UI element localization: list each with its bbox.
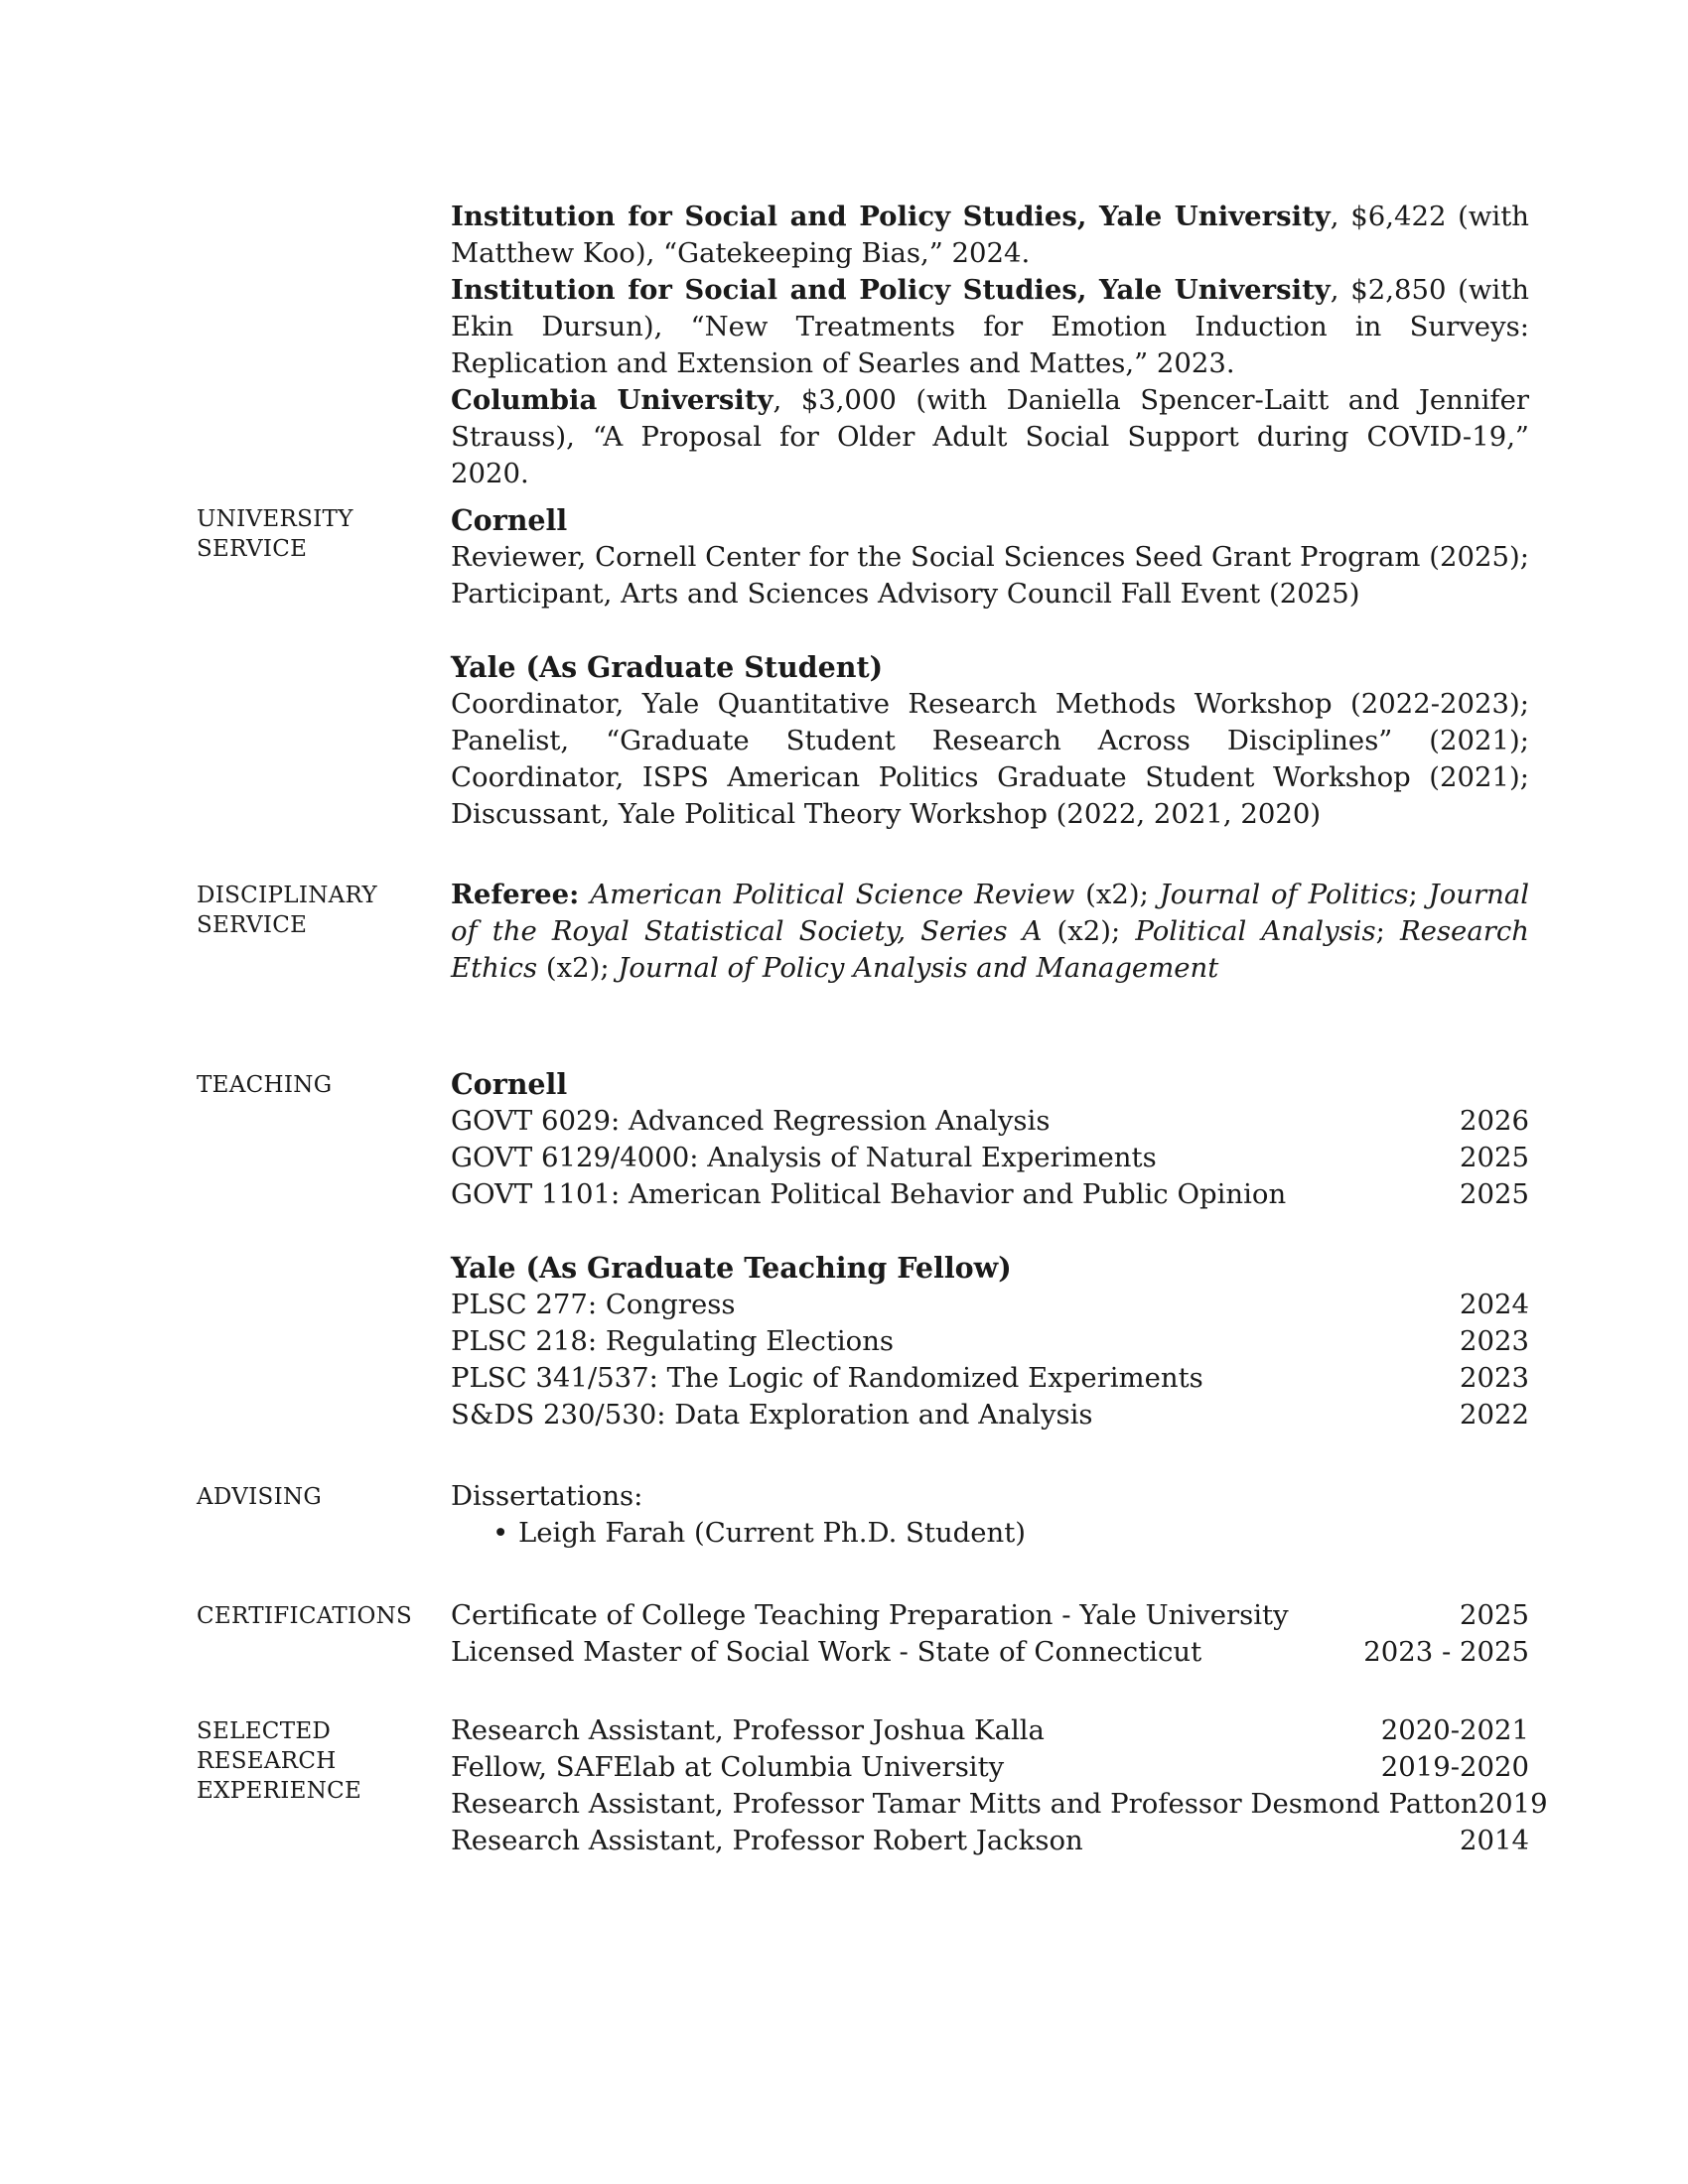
course-name: PLSC 341/537: The Logic of Randomized Experiments (451, 1362, 1203, 1394)
experience-name: Research Assistant, Professor Robert Jackson (451, 1825, 1083, 1856)
separator: ; (1375, 915, 1400, 947)
section-label-certifications (197, 1601, 440, 1631)
grant-item (451, 382, 1529, 492)
course-row (451, 1397, 1529, 1433)
subheading-yale: Yale (As Graduate Student) (451, 650, 884, 684)
course-name: GOVT 6029: Advanced Regression Analysis (451, 1105, 1051, 1137)
course-name: S&DS 230/530: Data Exploration and Analysis (451, 1399, 1093, 1431)
grant-org: Institution for Social and Policy Studies, Yale University (451, 274, 1331, 306)
course-year: 2026 (1460, 1105, 1529, 1137)
section-label-teaching (197, 1070, 440, 1100)
subheading-cornell: Cornell (451, 503, 568, 537)
certification-row (451, 1597, 1529, 1634)
certification-year: 2023 - 2025 (1363, 1636, 1529, 1668)
teaching-section (451, 1066, 1529, 1433)
referee-label: Referee: (451, 879, 580, 910)
label-line: EXPERIENCE (197, 1778, 362, 1804)
label-line: CERTIFICATIONS (197, 1603, 413, 1629)
journal-count: (x2); (1074, 879, 1160, 910)
label-line: SERVICE (197, 536, 308, 562)
label-line: DISCIPLINARY (197, 883, 377, 908)
course-row (451, 1176, 1529, 1213)
separator: ; (1408, 879, 1429, 910)
journal-count: (x2); (537, 952, 619, 984)
course-row (451, 1140, 1529, 1176)
course-year: 2022 (1460, 1399, 1529, 1431)
advising-section (451, 1478, 1529, 1552)
journal-count: (x2); (1042, 915, 1136, 947)
course-row (451, 1360, 1529, 1397)
experience-row (451, 1823, 1529, 1859)
label-line: TEACHING (197, 1072, 333, 1098)
subheading-cornell: Cornell (451, 1067, 568, 1101)
section-label-university-service (197, 504, 440, 564)
course-row (451, 1287, 1529, 1323)
course-year: 2023 (1460, 1362, 1529, 1394)
yale-service-text: Coordinator, Yale Quantitative Research Methods Workshop (2022-2023); Panelist, “Graduate Student Research Across Disciplines” (2021); Coordinator, ISPS American Politics Graduate Student Workshop (2021); Discussant, Yale Political Theory Workshop (2022, 2021, 2020) (451, 688, 1529, 830)
journal-name: Journal of Politics (1159, 879, 1409, 910)
grant-details: , $3,000 (with Daniella Spencer-Laitt and Jennifer Strauss), “A Proposal for Older Adult Social Support during COVID-19,” 2020. (451, 384, 1529, 489)
certification-name: Licensed Master of Social Work - State of Connecticut (451, 1636, 1202, 1668)
grant-org: Institution for Social and Policy Studies, Yale University (451, 201, 1331, 232)
course-name: GOVT 1101: American Political Behavior and Public Opinion (451, 1178, 1287, 1210)
bullet-icon: • (492, 1517, 509, 1549)
section-label-disciplinary-service (197, 881, 440, 940)
course-year: 2025 (1460, 1178, 1529, 1210)
experience-row (451, 1712, 1529, 1749)
university-service-section (451, 502, 1529, 833)
label-line: SELECTED (197, 1718, 332, 1744)
experience-row (451, 1786, 1548, 1823)
experience-name: Research Assistant, Professor Tamar Mitts and Professor Desmond Patton (451, 1788, 1478, 1820)
label-line: RESEARCH (197, 1748, 337, 1774)
journal-name: Political Analysis (1135, 915, 1376, 947)
label-line: SERVICE (197, 912, 308, 938)
experience-year: 2020-2021 (1380, 1714, 1529, 1746)
label-line: ADVISING (197, 1484, 323, 1510)
journal-name: Journal of the Royal Statistical Society, Series A (451, 879, 1530, 947)
section-label-advising (197, 1482, 440, 1512)
grant-org: Columbia University (451, 384, 774, 416)
experience-name: Research Assistant, Professor Joshua Kalla (451, 1714, 1045, 1746)
cornell-service-text: Reviewer, Cornell Center for the Social Sciences Seed Grant Program (2025); Participant, Arts and Sciences Advisory Council Fall Event (2025) (451, 541, 1529, 610)
course-row (451, 1103, 1529, 1140)
disciplinary-service-section (451, 877, 1529, 987)
referee-text (451, 877, 1529, 987)
journal-name: Journal of Policy Analysis and Management (618, 952, 1219, 984)
experience-year: 2019 (1477, 1788, 1548, 1820)
advising-intro: Dissertations: (451, 1480, 643, 1512)
list-item (451, 1515, 1529, 1552)
certification-name: Certificate of College Teaching Preparation - Yale University (451, 1599, 1289, 1631)
course-year: 2023 (1460, 1325, 1529, 1357)
experience-year: 2014 (1460, 1825, 1529, 1856)
course-year: 2025 (1460, 1142, 1529, 1173)
grant-item (451, 199, 1529, 272)
course-name: GOVT 6129/4000: Analysis of Natural Experiments (451, 1142, 1157, 1173)
journal-name: Research Ethics (451, 915, 1529, 984)
experience-year: 2019-2020 (1380, 1751, 1529, 1783)
course-year: 2024 (1460, 1289, 1529, 1320)
student-name: Leigh Farah (Current Ph.D. Student) (518, 1517, 1027, 1549)
experience-name: Fellow, SAFElab at Columbia University (451, 1751, 1005, 1783)
journal-name: American Political Science Review (590, 879, 1075, 910)
label-line: UNIVERSITY (197, 506, 353, 532)
grant-item (451, 272, 1529, 382)
course-name: PLSC 277: Congress (451, 1289, 736, 1320)
course-name: PLSC 218: Regulating Elections (451, 1325, 895, 1357)
research-experience-section (451, 1712, 1548, 1859)
course-row (451, 1323, 1529, 1360)
grant-details: , $2,850 (with Ekin Dursun), “New Treatments for Emotion Induction in Surveys: Replication and Extension of Searles and Mattes,” 2023. (451, 274, 1529, 379)
certification-row (451, 1634, 1529, 1671)
certifications-section (451, 1597, 1529, 1671)
certification-year: 2025 (1460, 1599, 1529, 1631)
section-label-research-experience (197, 1716, 440, 1806)
grant-details: , $6,422 (with Matthew Koo), “Gatekeeping Bias,” 2024. (451, 201, 1529, 269)
experience-row (451, 1749, 1529, 1786)
subheading-yale: Yale (As Graduate Teaching Fellow) (451, 1251, 1012, 1285)
grants-section (451, 199, 1529, 492)
